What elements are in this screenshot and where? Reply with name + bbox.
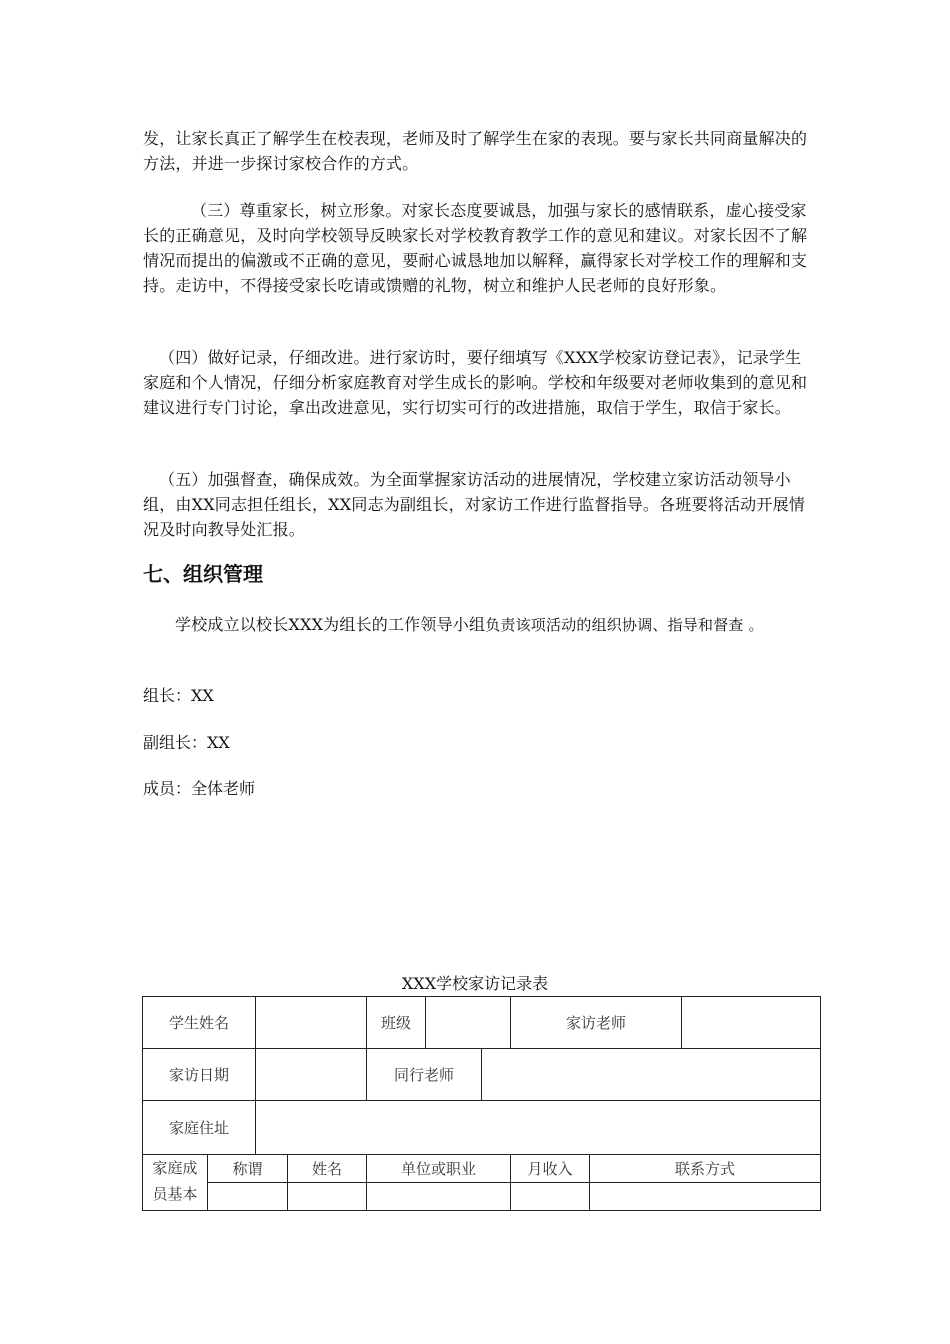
visit-teacher-cell: [682, 997, 821, 1049]
accompany-teacher-cell: [482, 1049, 821, 1101]
table-row: [143, 1049, 821, 1101]
home-address-label: 家庭住址: [143, 1101, 256, 1155]
family-members-label: [143, 1155, 208, 1211]
org-intro: [143, 612, 808, 638]
table-cell: [590, 1183, 821, 1211]
student-name-cell: [256, 997, 367, 1049]
column-header-name: 姓名: [288, 1155, 367, 1183]
class-label: 班级: [367, 997, 426, 1049]
student-name-label: 学生姓名: [143, 997, 256, 1049]
column-header-occupation: 单位或职业: [367, 1155, 511, 1183]
home-address-cell: [256, 1101, 821, 1155]
column-header-income: 月收入: [511, 1155, 590, 1183]
table-cell: [367, 1183, 511, 1211]
table-row: [143, 997, 821, 1049]
deputy-line: 副组长：XX: [143, 733, 230, 752]
table-row: [143, 1155, 821, 1183]
paragraph-supervision: （五）加强督查，确保成效。为全面掌握家访活动的进展情况，学校建立家访活动领导小组，由XX同志担任组长，XX同志为副组长，对家访工作进行监督指导。各班要将活动开展情况及时向教导处汇报。: [143, 470, 805, 539]
table-row: [143, 1183, 821, 1211]
table-cell: [511, 1183, 590, 1211]
visit-date-cell: [256, 1049, 367, 1101]
section-heading: 七、组织管理: [143, 562, 263, 586]
family-label-line1: 家庭成: [152, 1159, 198, 1177]
org-intro-tail: 负责该项活动的组织协调、指导和督查 。: [485, 616, 764, 634]
column-header-contact: 联系方式: [590, 1155, 821, 1183]
table-title: XXX学校家访记录表: [401, 974, 549, 993]
home-visit-record-table: [142, 996, 821, 1211]
paragraph-continuation: 发，让家长真正了解学生在校表现，老师及时了解学生在家的表现。要与家长共同商量解决的方法，并进一步探讨家校合作的方式。: [143, 129, 808, 173]
table-cell: [288, 1183, 367, 1211]
org-intro-main: 学校成立以校长XXX为组长的工作领导小组: [175, 615, 486, 634]
class-cell: [426, 997, 511, 1049]
leader-line: 组长：XX: [143, 686, 214, 705]
members-line: 成员：全体老师: [143, 779, 256, 798]
column-header-title: 称谓: [208, 1155, 288, 1183]
table-row: [143, 1101, 821, 1155]
visit-date-label: 家访日期: [143, 1049, 256, 1101]
accompany-teacher-label: 同行老师: [367, 1049, 482, 1101]
visit-teacher-label: 家访老师: [511, 997, 682, 1049]
paragraph-record-improve: （四）做好记录，仔细改进。进行家访时，要仔细填写《XXX学校家访登记表》，记录学生家庭和个人情况，仔细分析家庭教育对学生成长的影响。学校和年级要对老师收集到的意见和建议进行专门讨论，拿出改进意见，实行切实可行的改进措施，取信于学生，取信于家长。: [143, 348, 808, 417]
table-cell: [208, 1183, 288, 1211]
family-label-line2: 员基本: [152, 1185, 198, 1203]
paragraph-respect-parents: （三）尊重家长，树立形象。对家长态度要诚恳，加强与家长的感情联系，虚心接受家长的正确意见，及时向学校领导反映家长对学校教育教学工作的意见和建议。对家长因不了解情况而提出的偏激或不正确的意见，要耐心诚恳地加以解释，赢得家长对学校工作的理解和支持。走访中，不得接受家长吃请或馈赠的礼物，树立和维护人民老师的良好形象。: [143, 201, 808, 295]
